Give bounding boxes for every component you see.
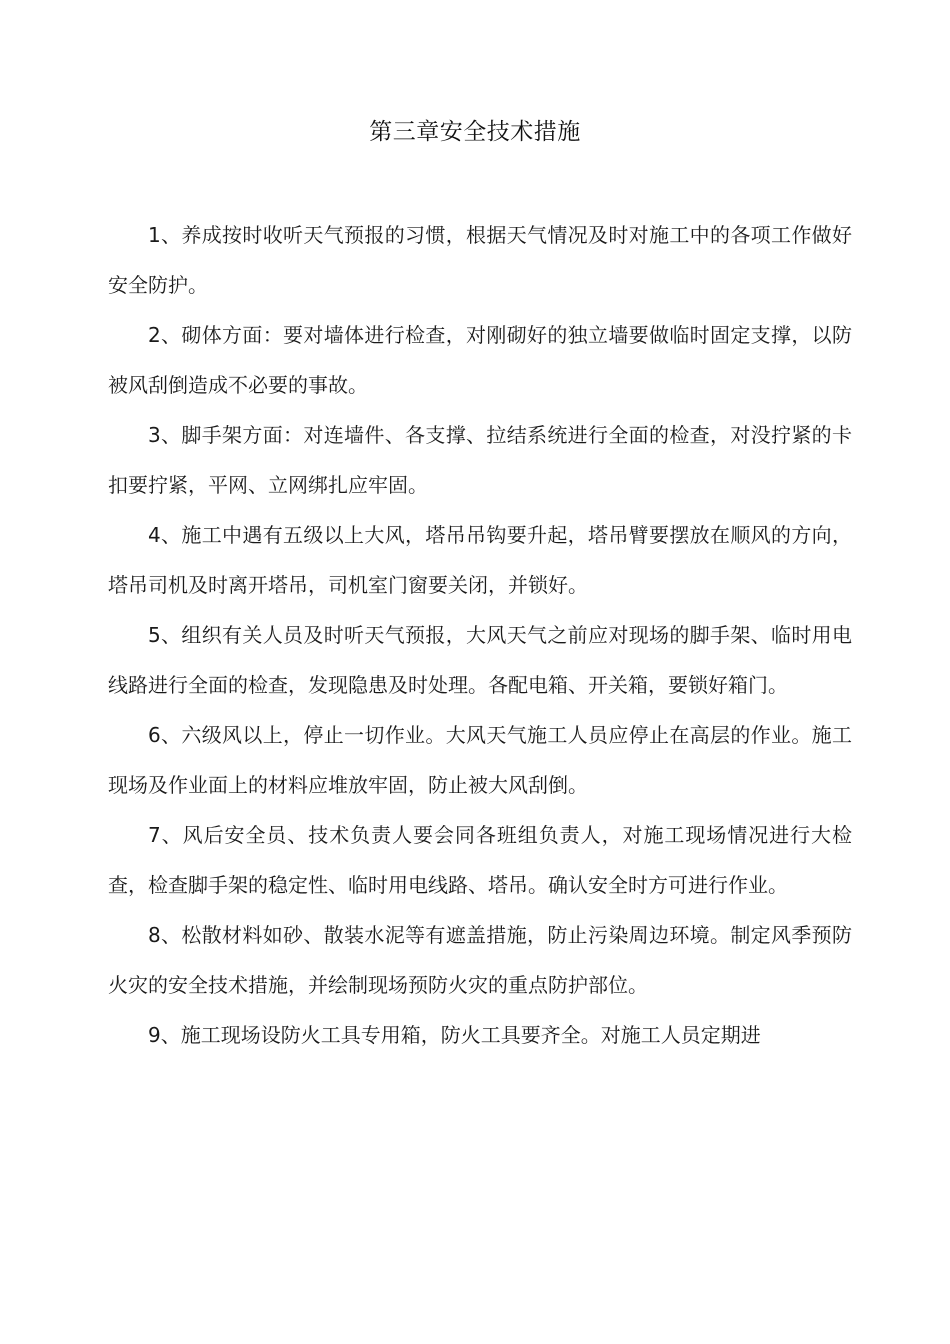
paragraph-3: 3、脚手架方面：对连墙件、各支撑、拉结系统进行全面的检查，对没拧紧的卡扣要拧紧，平网、立网绑扎应牢固。: [108, 423, 852, 497]
paragraph-9: 9、施工现场设防火工具专用箱，防火工具要齐全。对施工人员定期进: [148, 1023, 761, 1047]
paragraph-6: 6、六级风以上，停止一切作业。大风天气施工人员应停止在高层的作业。施工现场及作业面上的材料应堆放牢固，防止被大风刮倒。: [108, 723, 852, 797]
paragraph-7: 7、风后安全员、技术负责人要会同各班组负责人，对施工现场情况进行大检查，检查脚手架的稳定性、临时用电线路、塔吊。确认安全时方可进行作业。: [108, 823, 852, 897]
paragraph-2: 2、砌体方面：要对墙体进行检查，对刚砌好的独立墙要做临时固定支撑，以防被风刮倒造成不必要的事故。: [108, 323, 852, 397]
paragraph-8: 8、松散材料如砂、散装水泥等有遮盖措施，防止污染周边环境。制定风季预防火灾的安全技术措施，并绘制现场预防火灾的重点防护部位。: [108, 923, 852, 997]
document-body: [108, 210, 852, 1060]
paragraph-1: 1、养成按时收听天气预报的习惯，根据天气情况及时对施工中的各项工作做好安全防护。: [108, 223, 852, 297]
page-title: 第三章安全技术措施: [369, 119, 581, 145]
paragraph-4: 4、施工中遇有五级以上大风，塔吊吊钩要升起，塔吊臂要摆放在顺风的方向，塔吊司机及时离开塔吊，司机室门窗要关闭，并锁好。: [108, 523, 852, 597]
paragraph-5: 5、组织有关人员及时听天气预报，大风天气之前应对现场的脚手架、临时用电线路进行全面的检查，发现隐患及时处理。各配电箱、开关箱，要锁好箱门。: [108, 623, 852, 697]
